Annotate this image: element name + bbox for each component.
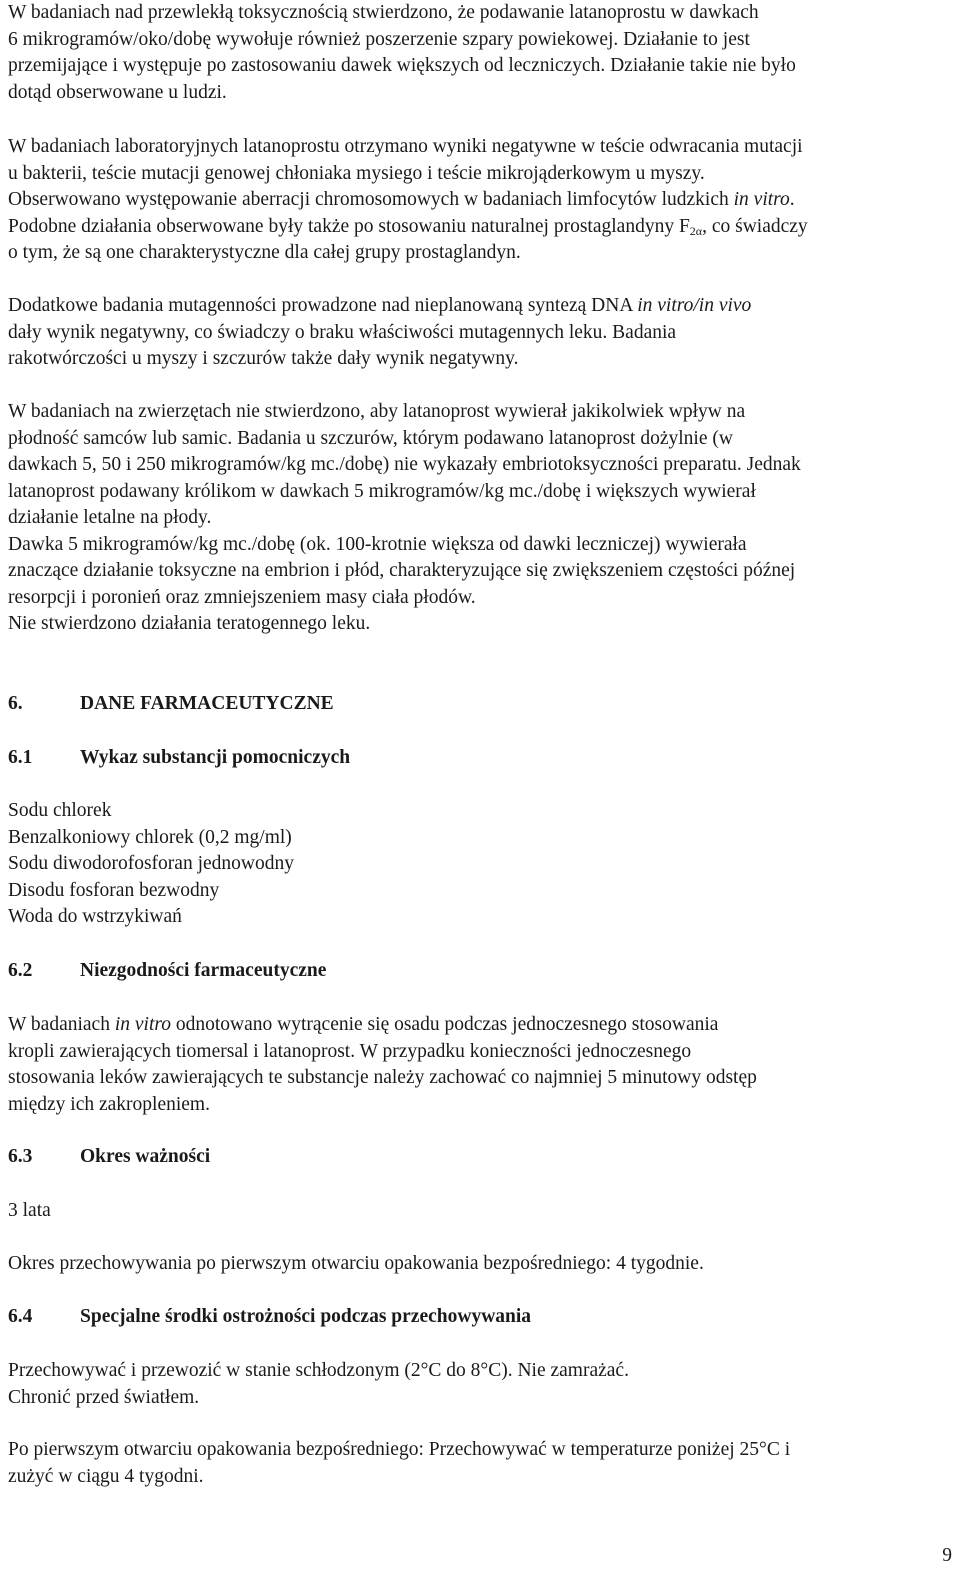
shelf-life-note: Okres przechowywania po pierwszym otwarciu opakowania bezpośredniego: 4 tygodnie. [8, 1253, 704, 1274]
paragraph-mutagenicity-lab [8, 134, 952, 267]
italic-term: in vitro [114, 1014, 171, 1035]
text-line: W badaniach in vitro odnotowano wytrącenie się osadu podczas jednoczesnego stosowania [8, 1014, 719, 1035]
text-line: Nie stwierdzono działania teratogennego leku. [8, 613, 371, 634]
section-title: Wykaz substancji pomocniczych [80, 747, 351, 768]
excipients-list [8, 798, 952, 931]
text-line: resorpcji i poronień oraz zmniejszeniem masy ciała płodów. [8, 586, 476, 608]
italic-term: in vitro [733, 189, 790, 210]
text-line: W badaniach nad przewlekłą toksycznością stwierdzono, że podawanie latanoprostu w dawkach [8, 2, 759, 23]
list-item: Disodu fosforan bezwodny [8, 879, 220, 901]
section-number: 6.1 [8, 747, 33, 768]
paragraph-animal-studies [8, 399, 952, 638]
text-line: 6 mikrogramów/oko/dobę wywołuje również poszerzenie szpary powiekowej. Działanie to jest [8, 28, 750, 50]
page-number: 9 [942, 1545, 952, 1566]
text-line: u bakterii, teście mutacji genowej chłoniaka mysiego i teście mikrojąderkowym u myszy. [8, 162, 705, 184]
text-line: dały wynik negatywny, co świadczy o braku właściwości mutagennych leku. Badania [8, 321, 677, 343]
text-line: W badaniach na zwierzętach nie stwierdzono, aby latanoprost wywierał jakikolwiek wpływ na [8, 401, 746, 422]
text-line: Po pierwszym otwarciu opakowania bezpośredniego: Przechowywać w temperaturze poniżej 25°C i [8, 1439, 791, 1460]
text-line: W badaniach laboratoryjnych latanoprostu otrzymano wyniki negatywne w teście odwracania mutacji [8, 136, 803, 157]
section-heading-6-4 [8, 1304, 531, 1330]
text-line: dotąd obserwowane u ludzi. [8, 81, 227, 103]
subscript: 2α [689, 223, 703, 238]
text-line: rakotwórczości u myszy i szczurów także dały wynik negatywny. [8, 348, 519, 369]
section-heading-6 [8, 691, 334, 717]
text-line: Dodatkowe badania mutagenności prowadzone nad nieplanowaną syntezą DNA in vitro/in vivo [8, 295, 752, 316]
text-line: płodność samców lub samic. Badania u szczurów, którym podawano latanoprost dożylnie (w [8, 427, 733, 449]
list-item: Sodu diwodorofosforan jednowodny [8, 853, 294, 874]
list-item: Benzalkoniowy chlorek (0,2 mg/ml) [8, 826, 292, 848]
section-title: Okres ważności [80, 1146, 211, 1167]
paragraph-storage [8, 1358, 952, 1411]
list-item: Sodu chlorek [8, 800, 112, 821]
shelf-life-value: 3 lata [8, 1200, 51, 1221]
section-number: 6.2 [8, 960, 33, 981]
section-number: 6.4 [8, 1306, 33, 1327]
text-line: Przechowywać i przewozić w stanie schłodzonym (2°C do 8°C). Nie zamrażać. [8, 1360, 629, 1381]
section-heading-6-2 [8, 958, 326, 984]
paragraph-storage-after-opening [8, 1437, 952, 1490]
text-line: działanie letalne na płody. [8, 507, 212, 528]
section-title: Niezgodności farmaceutyczne [80, 960, 327, 981]
paragraph-chronic-toxicity [8, 0, 952, 106]
section-title: DANE FARMACEUTYCZNE [80, 693, 334, 714]
list-item: Woda do wstrzykiwań [8, 906, 182, 927]
text-line: między ich zakropleniem. [8, 1093, 210, 1115]
section-number: 6. [8, 693, 23, 714]
section-number: 6.3 [8, 1146, 33, 1167]
italic-term: in vitro/in vivo [637, 295, 752, 316]
text-line: latanoprost podawany królikom w dawkach 5 mikrogramów/kg mc./dobę i większych wywierał [8, 480, 756, 502]
text-line: Obserwowano występowanie aberracji chromosomowych w badaniach limfocytów ludzkich in vitro. [8, 189, 795, 210]
paragraph-incompatibilities [8, 1012, 952, 1118]
text-line: przemijające i występuje po zastosowaniu dawek większych od leczniczych. Działanie takie nie było [8, 55, 796, 76]
paragraph-additional-studies [8, 293, 952, 373]
section-title: Specjalne środki ostrożności podczas przechowywania [80, 1306, 532, 1327]
text-line: kropli zawierających tiomersal i latanoprost. W przypadku konieczności jednoczesnego [8, 1040, 692, 1062]
text-line: Podobne działania obserwowane były także po stosowaniu naturalnej prostaglandyny $F_{2\alpha}$, co świadczy [8, 215, 808, 238]
text-line: Chronić przed światłem. [8, 1386, 200, 1408]
text-line: stosowania leków zawierających te substancje należy zachować co najmniej 5 minutowy odstęp [8, 1067, 757, 1088]
text-line: zużyć w ciągu 4 tygodni. [8, 1465, 204, 1487]
text-line: dawkach 5, 50 i 250 mikrogramów/kg mc./dobę) nie wykazały embriotoksyczności preparatu. Jednak [8, 454, 801, 475]
text-line: o tym, że są one charakterystyczne dla całej grupy prostaglandyn. [8, 242, 521, 263]
section-heading-6-3 [8, 1144, 210, 1170]
text-line: Dawka 5 mikrogramów/kg mc./dobę (ok. 100-krotnie większa od dawki leczniczej) wywierała [8, 533, 747, 555]
section-heading-6-1 [8, 745, 350, 771]
text-line: znaczące działanie toksyczne na embrion i płód, charakteryzujące się zwiększeniem częstości późnej [8, 560, 796, 581]
